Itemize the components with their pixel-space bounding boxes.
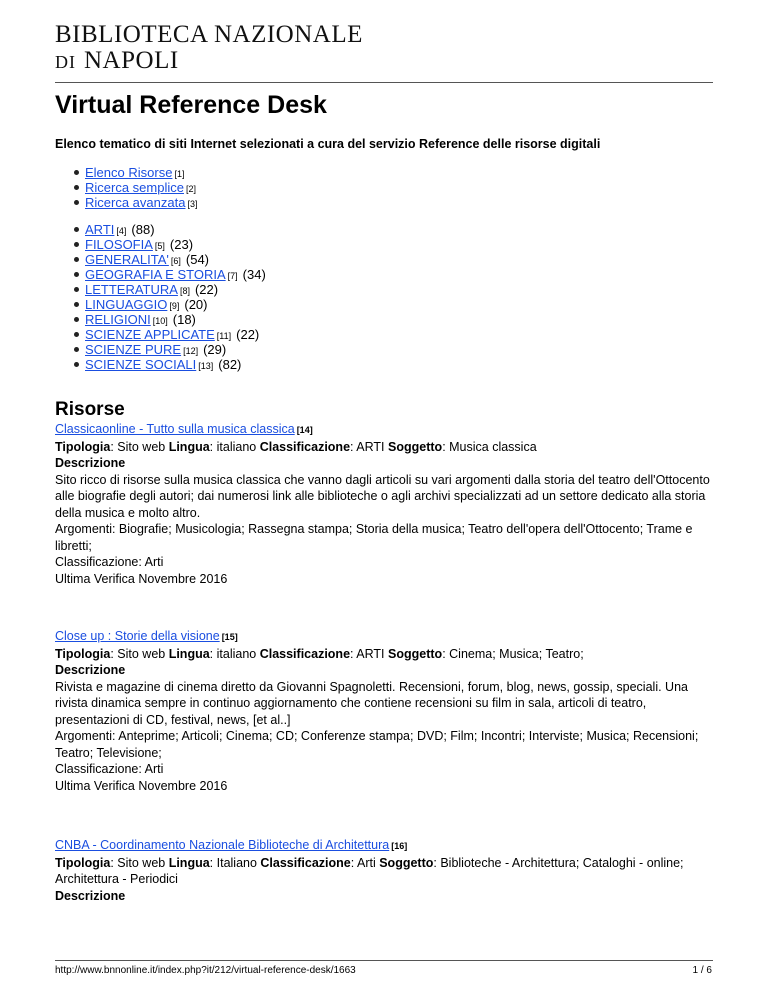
resource-title-line <box>55 837 715 855</box>
page-title: Virtual Reference Desk <box>55 91 327 119</box>
resource-meta <box>55 439 715 456</box>
category-item <box>85 237 266 252</box>
value-lingua: : italiano <box>209 439 260 454</box>
logo-di: DI <box>55 52 76 72</box>
value-tipologia: : Sito web <box>110 646 169 661</box>
label-tipologia: Tipologia <box>55 855 111 870</box>
ref-number: [7] <box>227 271 238 281</box>
ref-number: [3] <box>187 199 198 209</box>
category-link-geografia[interactable]: GEOGRAFIA E STORIA <box>85 267 226 282</box>
label-descrizione: Descrizione <box>55 456 126 470</box>
category-count: (88) <box>131 222 155 237</box>
value-tipologia: : Sito web <box>110 855 169 870</box>
resource-argomenti: Argomenti: Anteprime; Articoli; Cinema; CD; Conferenze stampa; DVD; Film; Incontri; Interviste; Musica; Recensioni; Teatro; Televisione; <box>55 729 699 760</box>
resource-link[interactable]: Classicaonline - Tutto sulla musica classica <box>55 422 295 436</box>
footer-divider <box>55 960 713 961</box>
page-number: 1 / 6 <box>692 965 712 976</box>
value-soggetto: : Musica classica <box>442 439 537 454</box>
resource-description: Sito ricco di risorse sulla musica classica che vanno dagli articoli su vari argomenti dalla storia del teatro dell'Ottocento alle biografie degli autori; dai numerosi link alle biblioteche o agli archivi specializzati ad un settore dedicato alla storia della musica e molto altro. <box>55 472 710 520</box>
ref-number: [2] <box>185 184 196 194</box>
resource-title-line <box>55 421 715 439</box>
category-count: (22) <box>194 282 219 297</box>
value-classificazione: : Arti <box>350 855 380 870</box>
label-classificazione: Classificazione <box>260 855 351 870</box>
nav-item-ricerca-semplice <box>85 180 197 195</box>
label-soggetto: Soggetto <box>379 855 434 870</box>
nav-link-elenco-risorse[interactable]: Elenco Risorse <box>85 165 173 180</box>
resource-meta <box>55 855 715 888</box>
nav-link-ricerca-semplice[interactable]: Ricerca semplice <box>85 180 184 195</box>
category-item <box>85 357 266 372</box>
resource-argomenti: Argomenti: Biografie; Musicologia; Rassegna stampa; Storia della musica; Teatro dell'opera dell'Ottocento; Trame e libretti; <box>55 522 693 553</box>
label-classificazione: Classificazione <box>259 646 351 661</box>
category-item <box>85 222 266 237</box>
resource-classificazione: Classificazione: Arti <box>55 762 164 776</box>
category-count: (20) <box>184 297 208 312</box>
resource-entry <box>55 421 715 587</box>
footer-url: http://www.bnnonline.it/index.php?it/212/virtual-reference-desk/1663 <box>55 965 356 976</box>
ref-number: [10] <box>152 316 168 326</box>
label-tipologia: Tipologia <box>55 646 111 661</box>
value-soggetto: : Biblioteche - Architettura; Cataloghi - online; Architettura - Periodici <box>55 855 684 886</box>
category-link-religioni[interactable]: RELIGIONI <box>85 312 151 327</box>
category-link-filosofia[interactable]: FILOSOFIA <box>85 237 153 252</box>
category-count: (22) <box>236 327 260 342</box>
ref-number: [6] <box>170 256 181 266</box>
category-item <box>85 327 266 342</box>
category-link-linguaggio[interactable]: LINGUAGGIO <box>85 297 168 312</box>
category-item <box>85 252 266 267</box>
page-subtitle: Elenco tematico di siti Internet selezionati a cura del servizio Reference delle risorse digitali <box>55 137 601 151</box>
logo-line1: BIBLIOTECA NAZIONALE <box>55 21 363 48</box>
label-lingua: Lingua <box>168 855 210 870</box>
label-tipologia: Tipologia <box>55 439 111 454</box>
ref-number: [14] <box>296 425 313 435</box>
label-lingua: Lingua <box>168 646 210 661</box>
category-count: (29) <box>203 342 227 357</box>
category-count: (34) <box>242 267 266 282</box>
ref-number: [16] <box>391 841 408 851</box>
category-count: (82) <box>218 357 242 372</box>
label-soggetto: Soggetto <box>388 439 443 454</box>
value-soggetto: : Cinema; Musica; Teatro; <box>442 646 584 661</box>
ref-number: [8] <box>179 286 190 296</box>
category-count: (54) <box>185 252 210 267</box>
category-link-letteratura[interactable]: LETTERATURA <box>85 282 178 297</box>
category-link-scienze-applicate[interactable]: SCIENZE APPLICATE <box>85 327 215 342</box>
resource-entry <box>55 837 715 904</box>
resource-description: Rivista e magazine di cinema diretto da Giovanni Spagnoletti. Recensioni, forum, blog, news, gossip, speciali. Una rivista dinamica sempre in continuo aggiornamento che contiene recensioni su film in sala, articoli di teatro, presentazioni di CD, festival, news, [et al..] <box>55 679 688 727</box>
value-classificazione: : ARTI <box>350 439 389 454</box>
ref-number: [11] <box>216 331 232 341</box>
resource-link[interactable]: Close up : Storie della visione <box>55 629 220 643</box>
resource-verifica: Ultima Verifica Novembre 2016 <box>55 571 228 586</box>
ref-number: [5] <box>154 241 165 251</box>
value-lingua: : italiano <box>209 646 260 661</box>
category-item <box>85 282 266 297</box>
resource-entry <box>55 628 715 794</box>
category-item <box>85 312 266 327</box>
category-link-scienze-pure[interactable]: SCIENZE PURE <box>85 342 182 357</box>
value-tipologia: : Sito web <box>110 439 169 454</box>
ref-number: [15] <box>221 632 238 642</box>
header-divider <box>55 82 713 83</box>
ref-number: [13] <box>198 361 214 371</box>
logo-line2 <box>55 48 363 75</box>
resource-meta <box>55 646 715 663</box>
label-descrizione: Descrizione <box>55 888 126 903</box>
nav-link-ricerca-avanzata[interactable]: Ricerca avanzata <box>85 195 186 210</box>
resources-heading: Risorse <box>55 399 125 420</box>
resource-classificazione: Classificazione: Arti <box>55 555 164 569</box>
nav-list <box>85 165 197 210</box>
library-logo <box>55 22 363 75</box>
ref-number: [12] <box>183 346 199 356</box>
nav-item-elenco <box>85 165 197 180</box>
resource-link[interactable]: CNBA - Coordinamento Nazionale Biblioteche di Architettura <box>55 838 390 852</box>
category-list <box>85 222 266 372</box>
label-classificazione: Classificazione <box>259 439 351 454</box>
label-lingua: Lingua <box>168 439 210 454</box>
value-classificazione: : ARTI <box>350 646 389 661</box>
label-descrizione: Descrizione <box>55 663 126 677</box>
ref-number: [1] <box>174 169 185 179</box>
label-soggetto: Soggetto <box>388 646 443 661</box>
ref-number: [4] <box>116 226 127 236</box>
category-item <box>85 297 266 312</box>
logo-napoli: NAPOLI <box>84 47 179 74</box>
category-item <box>85 342 266 357</box>
resource-title-line <box>55 628 715 646</box>
value-lingua: : Italiano <box>209 855 261 870</box>
category-item <box>85 267 266 282</box>
category-link-generalita[interactable]: GENERALITA' <box>85 252 169 267</box>
category-link-scienze-sociali[interactable]: SCIENZE SOCIALI <box>85 357 197 372</box>
nav-item-ricerca-avanzata <box>85 195 197 210</box>
category-count: (18) <box>172 312 196 327</box>
category-count: (23) <box>169 237 194 252</box>
resource-verifica: Ultima Verifica Novembre 2016 <box>55 778 228 793</box>
ref-number: [9] <box>169 301 180 311</box>
category-link-arti[interactable]: ARTI <box>85 222 115 237</box>
